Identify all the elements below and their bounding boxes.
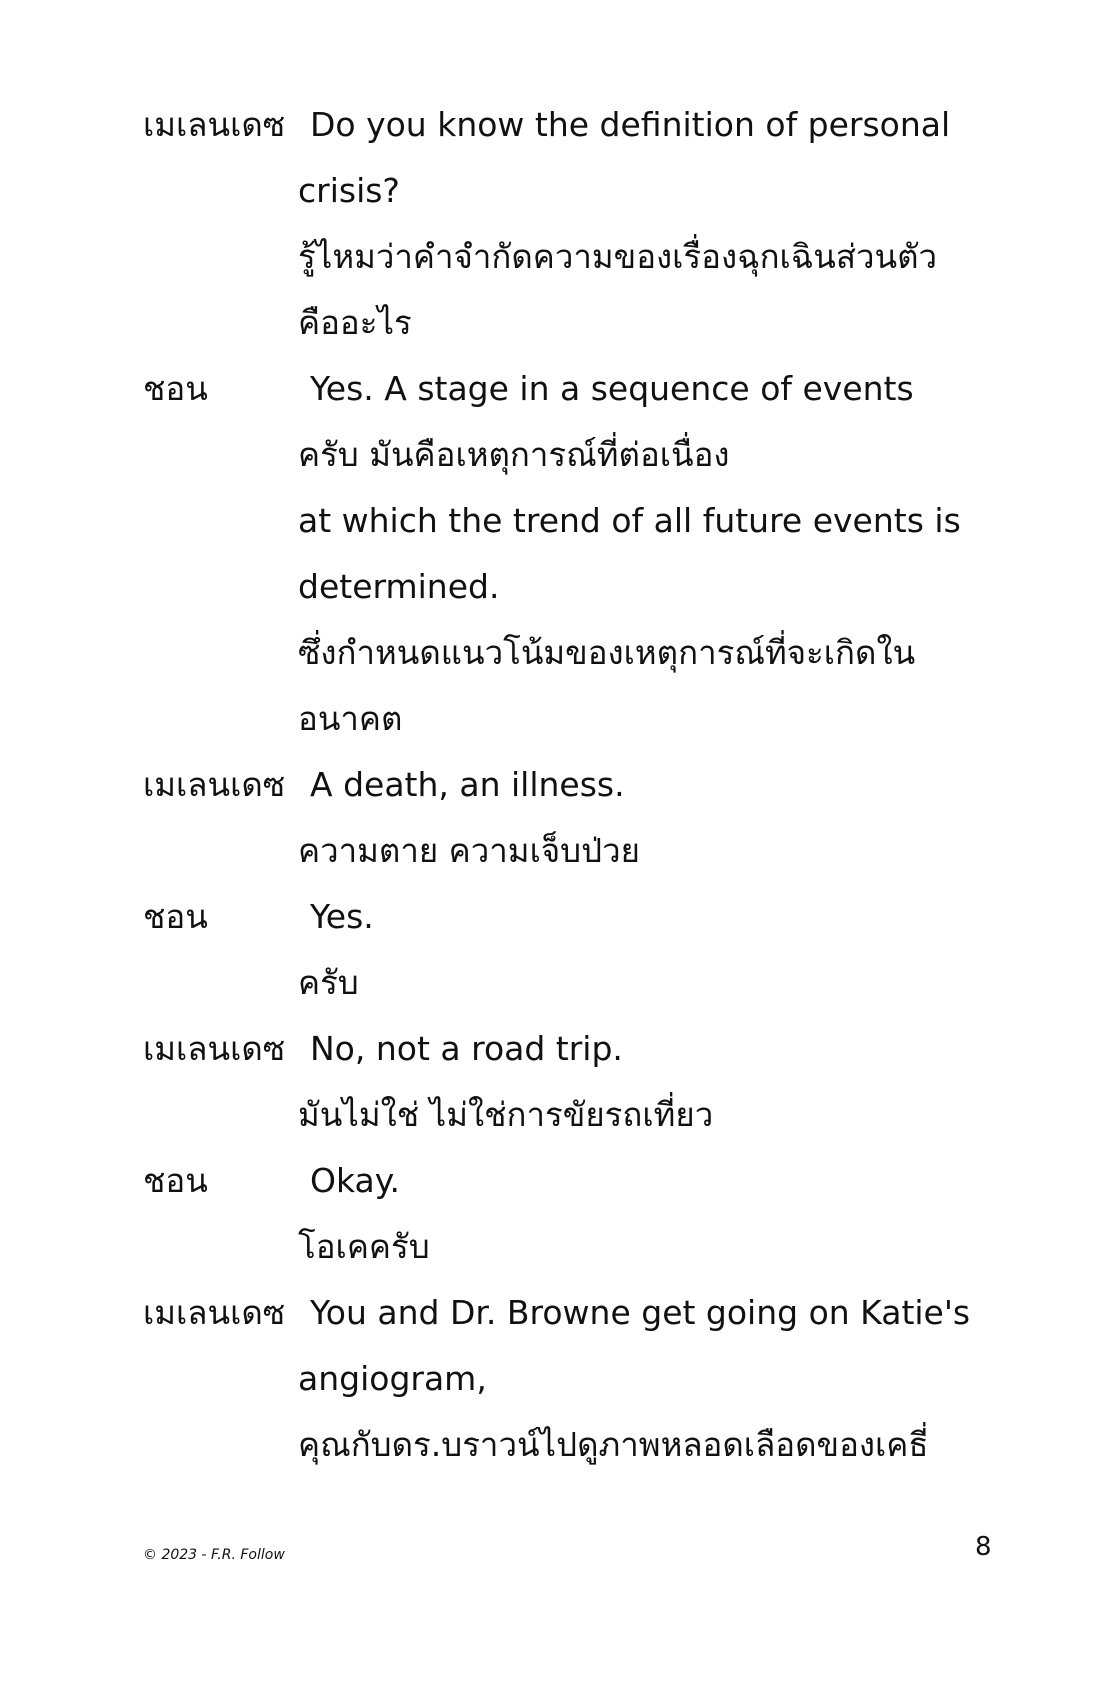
dialogue-text: ซึ่งกำหนดแนวโน้มของเหตุการณ์ที่จะเกิดใน <box>298 633 916 672</box>
dialogue-text: at which the trend of all future events is <box>298 501 961 540</box>
dialogue-text: คุณกับดร.บราวน์ไปดูภาพหลอดเลือดของเคธี่ <box>298 1425 929 1464</box>
dialogue-text: มันไม่ใช่ ไม่ใช่การขัยรถเที่ยว <box>298 1095 714 1134</box>
dialogue-text: angiogram, <box>298 1359 487 1398</box>
dialogue-line <box>143 356 1003 422</box>
dialogue-text: No, not a road trip. <box>310 1029 623 1068</box>
dialogue-line <box>143 884 1003 950</box>
dialogue-line <box>143 1346 1003 1412</box>
dialogue-text: crisis? <box>298 171 400 210</box>
speaker-name: เมเลนเดซ <box>143 1029 286 1068</box>
speaker-name: ชอน <box>143 897 208 936</box>
dialogue-line <box>143 224 1003 290</box>
dialogue-line <box>143 488 1003 554</box>
dialogue-text: ครับ <box>298 963 359 1002</box>
dialogue-line <box>143 1280 1003 1346</box>
dialogue-text: You and Dr. Browne get going on Katie's <box>310 1293 971 1332</box>
dialogue-line <box>143 290 1003 356</box>
dialogue-line <box>143 752 1003 818</box>
dialogue-line <box>143 158 1003 224</box>
speaker-name: เมเลนเดซ <box>143 765 286 804</box>
dialogue-text: ครับ มันคือเหตุการณ์ที่ต่อเนื่อง <box>298 435 730 474</box>
dialogue-line <box>143 686 1003 752</box>
dialogue-text: ความตาย ความเจ็บป่วย <box>298 831 640 870</box>
dialogue-text: determined. <box>298 567 500 606</box>
dialogue-line <box>143 1214 1003 1280</box>
dialogue-text: A death, an illness. <box>310 765 625 804</box>
speaker-name: ชอน <box>143 1161 208 1200</box>
dialogue-block <box>143 92 1003 1478</box>
dialogue-line <box>143 1082 1003 1148</box>
dialogue-text: Okay. <box>310 1161 401 1200</box>
dialogue-line <box>143 1016 1003 1082</box>
speaker-name: ชอน <box>143 369 208 408</box>
dialogue-text: Yes. A stage in a sequence of events <box>310 369 914 408</box>
dialogue-line <box>143 92 1003 158</box>
dialogue-line <box>143 818 1003 884</box>
copyright-notice: © 2023 - F.R. Follow <box>143 1547 285 1563</box>
dialogue-text: อนาคต <box>298 699 403 738</box>
dialogue-line <box>143 422 1003 488</box>
dialogue-line <box>143 1412 1003 1478</box>
page-number: 8 <box>975 1532 992 1562</box>
speaker-name: เมเลนเดซ <box>143 1293 286 1332</box>
dialogue-line <box>143 554 1003 620</box>
dialogue-line <box>143 1148 1003 1214</box>
dialogue-line <box>143 620 1003 686</box>
dialogue-text: โอเคครับ <box>298 1227 430 1266</box>
dialogue-text: รู้ไหมว่าคำจำกัดความของเรื่องฉุกเฉินส่วนตัว <box>298 237 938 276</box>
dialogue-text: Yes. <box>310 897 374 936</box>
speaker-name: เมเลนเดซ <box>143 105 286 144</box>
dialogue-line <box>143 950 1003 1016</box>
dialogue-text: คืออะไร <box>298 303 412 342</box>
dialogue-text: Do you know the definition of personal <box>310 105 951 144</box>
